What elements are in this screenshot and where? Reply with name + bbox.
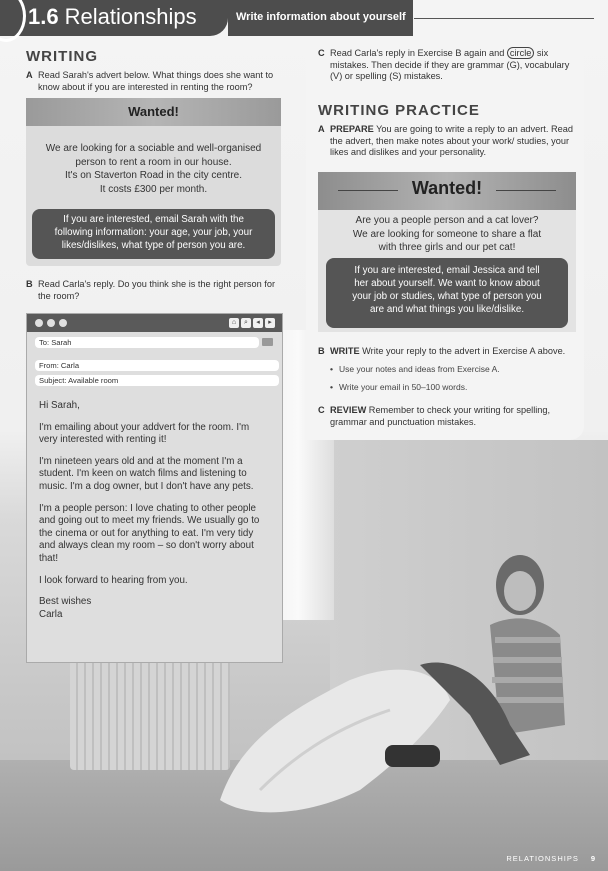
email-paragraph: Hi Sarah, <box>39 400 80 411</box>
advert-line: It costs £300 per month. <box>99 183 208 195</box>
email-to-field: To: Sarah <box>35 337 259 348</box>
advert2-instruction-box <box>326 258 568 328</box>
practice-c-text <box>330 405 580 428</box>
exercise-c-label: C <box>318 48 325 58</box>
practice-c-label: C <box>318 405 325 415</box>
email-message <box>39 400 269 621</box>
email-paragraph: I'm emailing about your addvert for the room. I'm very interested with renting it! <box>39 421 250 446</box>
advert-line: It's on Staverton Road in the city centre. <box>64 170 242 181</box>
bullet-item: • Write your email in 50–100 words. <box>330 382 468 392</box>
advert-box-line: likes/dislikes, what type of person you are. <box>61 240 246 251</box>
practice-b <box>318 346 580 358</box>
sarah-advert <box>26 98 281 266</box>
advert2-box-line: are and what things you like/dislike. <box>369 304 525 315</box>
exercise-c-text-post: six mistakes. Then decide if they are grammar (G), vocabulary (V) or spelling (S) mistakes. <box>330 48 570 81</box>
jessica-advert <box>318 172 576 332</box>
practice-c <box>318 405 580 428</box>
bullet-item: • Use your notes and ideas from Exercise A. <box>330 364 500 374</box>
advert-heading: Wanted! <box>26 98 281 126</box>
email-titlebar <box>27 314 282 332</box>
exercise-a-label: A <box>26 70 33 80</box>
practice-a-text <box>330 124 580 159</box>
header-rule <box>414 18 594 19</box>
exercise-b <box>26 279 284 302</box>
window-dot-icon <box>59 319 67 327</box>
email-paragraph: I'm a people person: I love chating to other people and going out to meet my friends. We usually go to the cinema or out for anything to eat. I'm very tidy and always clean my room – so don't worry about that! <box>39 502 260 564</box>
back-arrow-icon: ◂ <box>253 318 263 328</box>
advert-box-line: If you are interested, email Sarah with the <box>63 214 244 225</box>
practice-b-keyword: WRITE <box>330 346 360 356</box>
advert2-box-line: If you are interested, email Jessica and tell <box>354 265 540 276</box>
exercise-b-text: Read Carla's reply. Do you think she is the right person for the room? <box>38 279 275 301</box>
writing-heading: WRITING <box>26 48 98 65</box>
advert2-line: We are looking for someone to share a flat <box>352 228 542 240</box>
bullet-text: Write your email in 50–100 words. <box>338 382 468 392</box>
practice-a <box>318 124 580 159</box>
practice-b-body: Write your reply to the advert in Exercise A above. <box>359 346 566 356</box>
exercise-c-text-pre: Read Carla's reply in Exercise B again and <box>330 48 507 58</box>
practice-b-text <box>330 346 580 358</box>
advert-line: person to rent a room in our house. <box>75 156 232 168</box>
exercise-c-top <box>318 48 580 83</box>
practice-a-keyword: PREPARE <box>330 124 374 134</box>
envelope-icon <box>262 338 273 346</box>
writing-practice-heading: WRITING PRACTICE <box>318 102 480 119</box>
footer-section: RELATIONSHIPS <box>506 854 579 863</box>
email-signature: Carla <box>39 608 63 620</box>
window-dot-icon <box>35 319 43 327</box>
email-paragraph: I look forward to hearing from you. <box>39 574 188 586</box>
page-footer <box>506 854 596 863</box>
practice-c-keyword: REVIEW <box>330 405 367 415</box>
advert2-box-line: her about yourself. We want to know about <box>354 278 540 289</box>
circle-word: circle <box>507 47 534 59</box>
home-icon: ⌂ <box>229 318 239 328</box>
page-header <box>0 0 608 38</box>
lesson-title <box>28 4 197 30</box>
advert2-body <box>326 214 568 255</box>
forward-arrow-icon: ▸ <box>265 318 275 328</box>
advert2-heading: Wanted! <box>411 178 483 198</box>
advert2-box-line: your job or studies, what type of person you <box>352 291 542 302</box>
page-number: 9 <box>590 854 596 863</box>
advert2-line: with three girls and our pet cat! <box>378 242 516 253</box>
email-window <box>26 313 283 663</box>
lesson-number: 1.6 <box>28 4 59 29</box>
background-person <box>380 545 580 775</box>
exercise-a <box>26 70 284 93</box>
advert2-line: Are you a people person and a cat lover? <box>355 215 539 226</box>
exercise-b-label: B <box>26 279 33 289</box>
practice-b-label: B <box>318 346 325 356</box>
email-from-field: From: Carla <box>35 360 279 371</box>
exercise-c-text <box>330 48 580 83</box>
bullet-text: Use your notes and ideas from Exercise A. <box>338 364 500 374</box>
email-subject-field: Subject: Available room <box>35 375 279 386</box>
search-icon: ⌕ <box>241 318 251 328</box>
window-dot-icon <box>47 319 55 327</box>
advert-body <box>26 126 281 196</box>
lesson-name: Relationships <box>64 4 197 29</box>
lesson-subtitle: Write information about yourself <box>236 11 406 23</box>
email-signoff: Best wishes <box>39 596 92 608</box>
advert-line: We are looking for a sociable and well-organised <box>45 143 262 154</box>
exercise-a-text: Read Sarah's advert below. What things does she want to know about if you are interested in renting the room? <box>38 70 274 92</box>
advert-box-line: following information: your age, your job, your <box>54 227 253 238</box>
advert-instruction-box <box>32 209 275 259</box>
practice-c-body: Remember to check your writing for spelling, grammar and punctuation mistakes. <box>330 405 551 427</box>
email-paragraph: I'm nineteen years old and at the moment I'm a student. I'm keen on watch films and listening to music. I'm a dog owner, but I don't have any pets. <box>39 455 254 492</box>
practice-a-body: You are going to write a reply to an advert. Read the advert, then make notes about your work/ studies, your likes and dislikes and your personality. <box>330 124 573 157</box>
practice-a-label: A <box>318 124 325 134</box>
